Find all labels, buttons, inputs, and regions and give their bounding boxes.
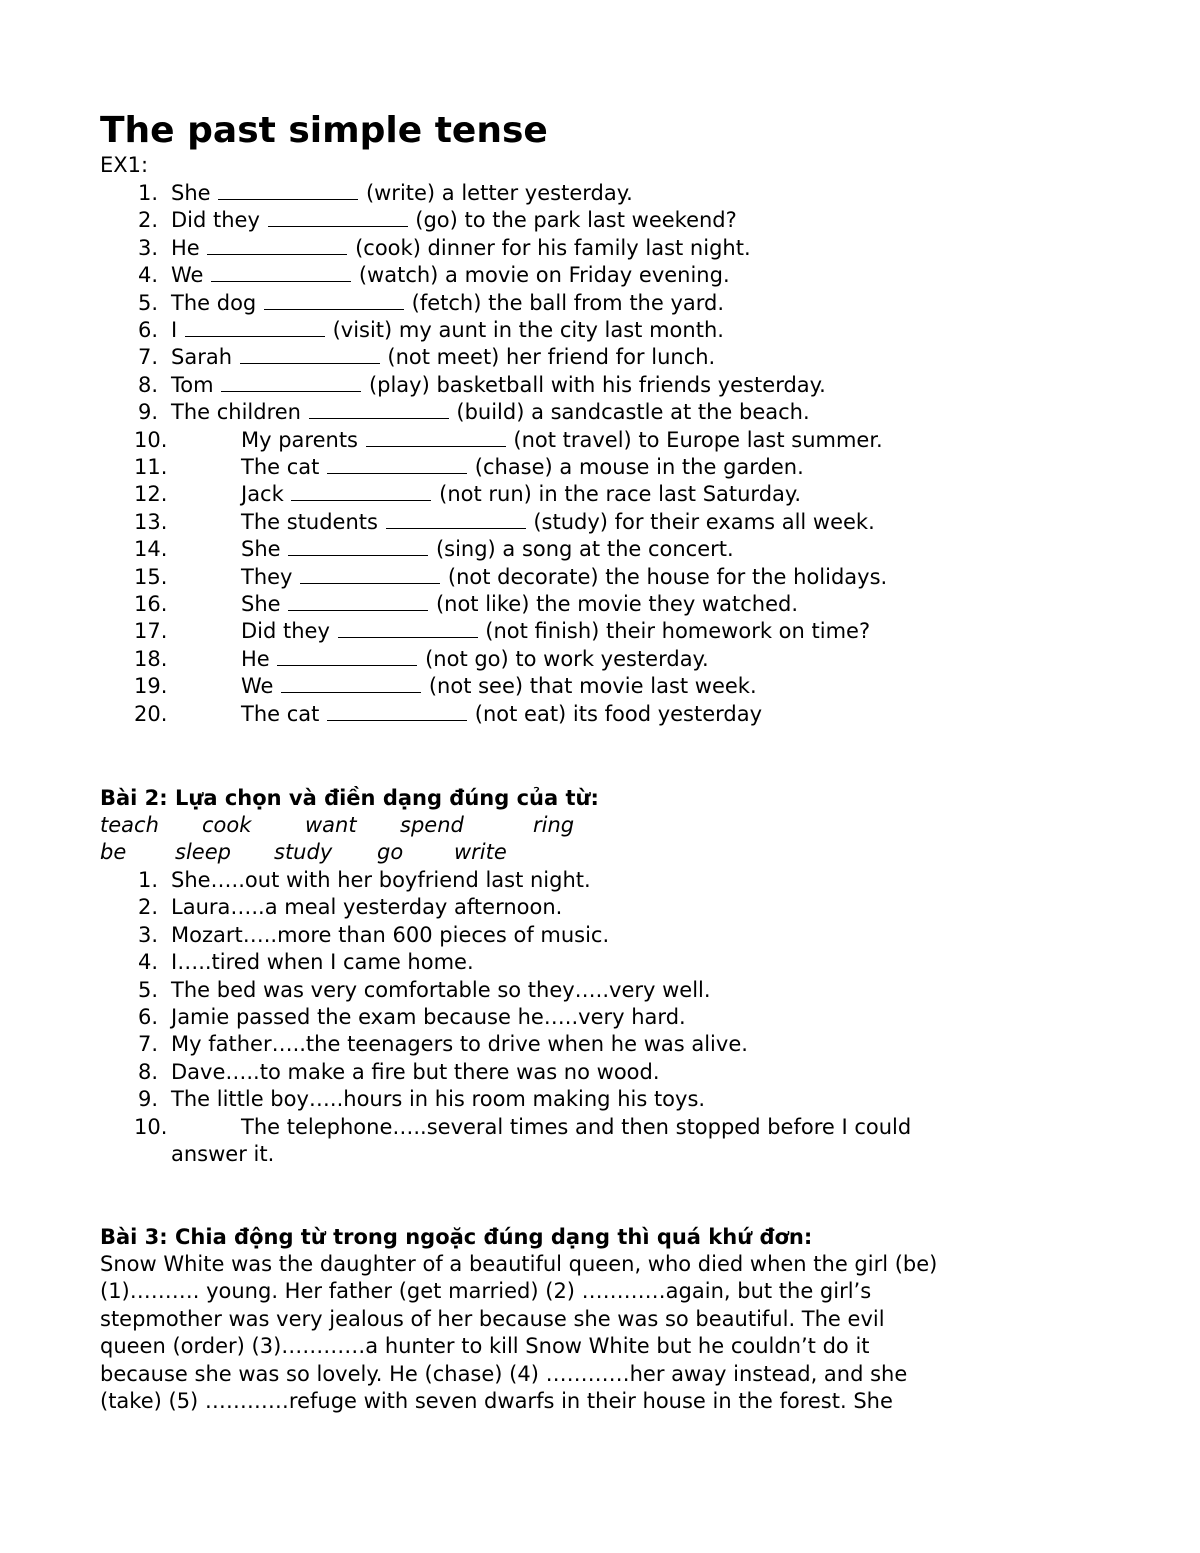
ex1-item-text [241,481,801,508]
answer-blank[interactable] [264,291,404,310]
bai2-item-number: 1. [137,868,158,892]
ex1-item-subject: Tom [171,372,214,397]
bai2-item-text: Mozart…..more than 600 pieces of music. [171,922,610,947]
ex1-item-subject: They [241,564,293,589]
ex1-item-prompt: (not meet) her friend for lunch. [387,345,716,370]
ex1-item-number: 3. [137,235,158,260]
bai2-item [100,867,1100,894]
answer-blank[interactable] [309,400,449,419]
bai2-item-text: I…..tired when I came home. [171,950,474,975]
ex1-item-text [241,673,757,700]
ex1-item-prompt: (play) basketball with his friends yesterday. [368,372,826,397]
bai2-item [100,977,1100,1004]
ex1-item-subject: The children [171,400,301,425]
answer-blank[interactable] [268,208,408,227]
bai2-item-number: 2. [137,895,158,920]
ex1-item [100,290,1100,317]
bai3-line: (1)………. young. Her father (get married) (2) …………again, but the girl’s [100,1279,872,1304]
ex1-item-subject: My parents [241,427,358,452]
ex1-item-prompt: (not like) the movie they watched. [435,592,798,616]
bai2-item [100,1031,1100,1058]
bai2-item [100,922,1100,949]
ex1-item-text [171,399,810,426]
bai2-item-number: 8. [137,1059,158,1084]
ex1-item-subject: Sarah [171,345,233,370]
ex1-item-subject: Jack [241,482,284,507]
bai2-item-number: 3. [137,922,158,947]
ex1-item [100,536,1100,563]
ex1-item [100,427,1100,454]
bai2-item-number: 7. [137,1032,158,1057]
bai2-item-text: The telephone…..several times and then stopped before I could [241,1114,912,1139]
ex1-item-text [171,344,715,371]
ex1-item-subject: We [241,674,274,699]
ex1-item-prompt: (not go) to work yesterday. [425,646,709,671]
ex1-item-number: 9. [137,400,158,425]
ex1-item-subject: We [171,263,204,288]
ex1-item-text [241,509,875,536]
ex1-item-number: 15. [134,564,168,589]
ex1-item-subject: The cat [241,455,320,479]
word-sleep: sleep [175,840,231,864]
ex1-item-text [171,207,737,234]
ex1-item-subject: She [241,592,281,616]
ex1-item-number: 10. [134,427,168,452]
bai2-heading: Bài 2: Lựa chọn và điền dạng đúng của từ: [100,786,599,810]
bai2-item-text: Jamie passed the exam because he…..very hard. [171,1005,686,1029]
ex1-item [100,591,1100,618]
bai3-heading: Bài 3: Chia động từ trong ngoặc đúng dạng thì quá khứ đơn: [100,1225,813,1249]
ex1-item-subject: She [241,537,281,562]
ex1-item-prompt: (not travel) to Europe last summer. [513,427,883,452]
ex1-item-prompt: (not run) in the race last Saturday. [439,482,802,507]
answer-blank[interactable] [327,455,467,474]
page-title: The past simple tense [100,110,548,151]
ex1-item-number: 7. [137,345,158,370]
ex1-item [100,372,1100,399]
ex1-item-number: 20. [134,701,168,726]
bai3-line: queen (order) (3)…………a hunter to kill Snow White but he couldn’t do it [100,1334,870,1359]
answer-blank[interactable] [291,482,431,501]
ex1-item-prompt: (visit) my aunt in the city last month. [332,318,724,342]
bai2-item-number: 9. [137,1087,158,1112]
ex1-item-text [241,618,870,645]
ex1-item-number: 11. [134,455,168,479]
ex1-item-prompt: (sing) a song at the concert. [435,537,734,562]
bai2-word-bank-row1 [100,812,800,839]
ex1-item-text [171,317,724,344]
bai2-item [100,1114,1100,1141]
ex1-item-number: 19. [134,674,168,699]
ex1-item-subject: The cat [241,701,320,726]
ex1-item-subject: The dog [171,290,257,315]
bai2-item-text: Laura…..a meal yesterday afternoon. [171,895,563,920]
ex1-item-prompt: (build) a sandcastle at the beach. [456,400,810,425]
bai3-line: stepmother was very jealous of her because she was so beautiful. The evil [100,1306,885,1331]
ex1-item-text [171,262,730,289]
word-cook: cook [202,813,252,837]
ex1-item-text [241,564,887,591]
ex1-item [100,399,1100,426]
ex1-item-prompt: (write) a letter yesterday. [365,181,633,205]
ex1-item [100,454,1100,481]
ex1-item-prompt: (go) to the park last weekend? [415,208,737,233]
ex1-item-text [171,290,724,317]
ex1-item-number: 18. [134,646,168,671]
ex1-item-prompt: (cook) dinner for his family last night. [355,235,751,260]
ex1-item-prompt: (not see) that movie last week. [428,674,757,699]
ex1-item-number: 2. [137,208,158,233]
ex1-item-subject: He [171,235,200,260]
ex1-item-text [171,372,826,399]
bai2-item [100,894,1100,921]
word-go: go [377,840,404,864]
ex1-item-prompt: (not decorate) the house for the holidays. [447,564,888,589]
word-be: be [100,840,127,864]
ex1-item-prompt: (fetch) the ball from the yard. [411,290,725,315]
bai2-item-number: 6. [137,1005,158,1029]
answer-blank[interactable] [281,674,421,693]
ex1-item-subject: Did they [241,619,330,644]
bai2-item [100,1004,1100,1031]
bai2-item-text: My father…..the teenagers to drive when he was alive. [171,1032,748,1057]
bai2-item-text: Dave…..to make a fire but there was no wood. [171,1059,660,1084]
bai2-item [100,1059,1100,1086]
ex1-item-text [171,235,751,262]
bai2-item [100,1086,1100,1113]
answer-blank[interactable] [327,702,467,721]
ex1-item-subject: She [171,181,211,205]
ex1-item [100,509,1100,536]
ex1-item-number: 1. [137,181,158,205]
ex1-item-number: 4. [137,263,158,288]
answer-blank[interactable] [338,619,478,638]
answer-blank[interactable] [288,592,428,611]
ex1-item-number: 8. [137,372,158,397]
ex1-item-text [241,591,798,618]
ex1-item [100,180,1100,207]
bai2-item-continuation: answer it. [171,1142,275,1166]
ex1-item-number: 13. [134,509,168,534]
ex1-label: EX1: [100,153,149,177]
ex1-item [100,235,1100,262]
answer-blank[interactable] [277,647,417,666]
bai2-item-text: The little boy…..hours in his room making his toys. [171,1087,706,1112]
ex1-item-prompt: (not finish) their homework on time? [485,619,871,644]
ex1-item [100,701,1100,728]
word-write: write [454,840,507,864]
word-want: want [305,813,357,837]
ex1-item-number: 6. [137,318,158,342]
ex1-item-subject: I [171,318,178,342]
answer-blank[interactable] [218,181,358,200]
answer-blank[interactable] [366,428,506,447]
ex1-item [100,262,1100,289]
ex1-item-text [241,536,734,563]
word-spend: spend [400,813,464,837]
ex1-item [100,317,1100,344]
ex1-item-prompt: (watch) a movie on Friday evening. [358,263,730,288]
ex1-item [100,646,1100,673]
bai2-item-number: 5. [137,977,158,1002]
bai2-item [100,949,1100,976]
answer-blank[interactable] [240,345,380,364]
word-ring: ring [533,813,575,837]
bai3-line: because she was so lovely. He (chase) (4) …………her away instead, and she [100,1361,908,1386]
ex1-item-subject: Did they [171,208,260,233]
ex1-item-subject: He [241,646,270,671]
answer-blank[interactable] [207,236,347,255]
ex1-item-number: 12. [134,482,168,507]
answer-blank[interactable] [185,318,325,337]
word-study: study [274,840,333,864]
ex1-item-text [241,454,804,481]
ex1-item-number: 16. [134,592,168,616]
ex1-item-text [241,427,883,454]
ex1-item [100,344,1100,371]
word-teach: teach [100,813,159,837]
answer-blank[interactable] [221,373,361,392]
answer-blank[interactable] [211,263,351,282]
answer-blank[interactable] [288,537,428,556]
ex1-item [100,481,1100,508]
ex1-item-prompt: (chase) a mouse in the garden. [474,455,804,479]
ex1-item-text [171,180,633,207]
ex1-item [100,673,1100,700]
bai3-line: Snow White was the daughter of a beautiful queen, who died when the girl (be) [100,1252,938,1276]
ex1-item [100,618,1100,645]
ex1-item-text [241,701,762,728]
ex1-item-text [241,646,709,673]
ex1-item-prompt: (study) for their exams all week. [533,509,875,534]
bai2-item-text: The bed was very comfortable so they…..very well. [171,977,711,1002]
ex1-item [100,207,1100,234]
bai2-item-text: She…..out with her boyfriend last night. [171,868,591,892]
bai2-item-number: 4. [137,950,158,975]
bai2-word-bank-row2 [100,839,800,866]
bai3-paragraph [100,1251,1060,1415]
ex1-item-prompt: (not eat) its food yesterday [474,701,763,726]
ex1-item-subject: The students [241,509,378,534]
bai3-line: (take) (5) …………refuge with seven dwarfs in their house in the forest. She [100,1389,893,1414]
answer-blank[interactable] [386,510,526,529]
ex1-item-number: 14. [134,537,168,562]
ex1-item-number: 5. [137,290,158,315]
ex1-item-number: 17. [134,619,168,644]
bai2-item-number: 10. [134,1114,168,1139]
answer-blank[interactable] [300,565,440,584]
ex1-item [100,564,1100,591]
